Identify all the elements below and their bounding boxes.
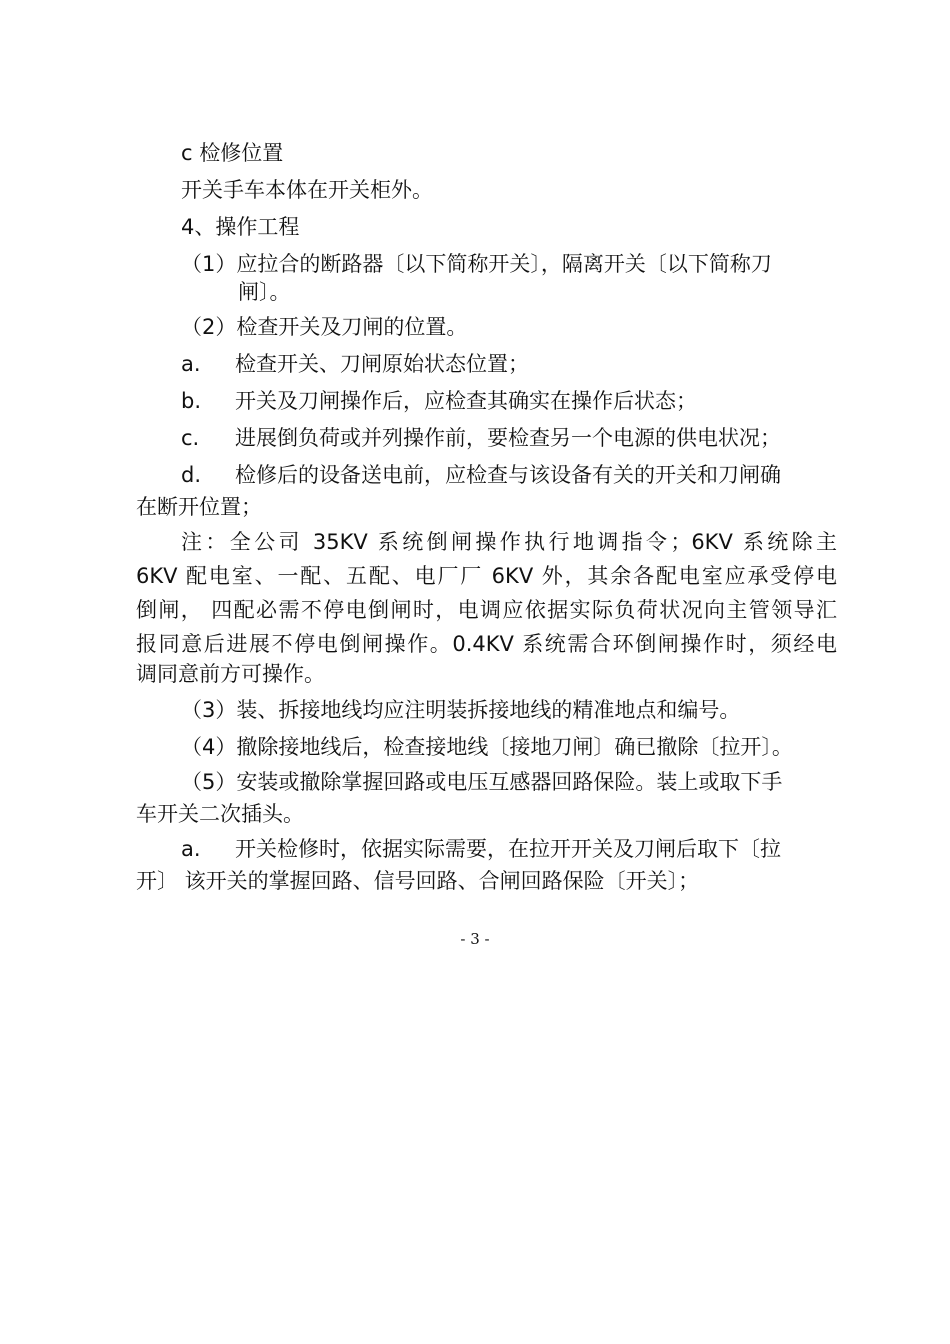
list-item-d-continuation: 在断开位置； bbox=[136, 495, 262, 519]
sublist-item-a-continuation: 开〕 该开关的掌握回路、信号回路、合闸回路保险〔开关〕； bbox=[136, 869, 700, 893]
note-line-3: 倒闸， 四配必需不停电倒闸时，电调应依据实际负荷状况向主管领导汇 bbox=[136, 598, 837, 622]
list-text-c: 进展倒负荷或并列操作前，要检查另一个电源的供电状况； bbox=[235, 426, 781, 450]
list-text-a: 检查开关、刀闸原始状态位置； bbox=[235, 352, 529, 376]
list-item-b bbox=[181, 388, 697, 414]
list-item-d bbox=[181, 462, 781, 488]
list-marker-d: d. bbox=[181, 463, 202, 487]
section-c-heading: c 检修位置 bbox=[181, 141, 284, 165]
sublist-text-a: 开关检修时，依据实际需要，在拉开开关及刀闸后取下〔拉 bbox=[235, 837, 781, 861]
note-line-2: 6KV 配电室、一配、五配、电厂厂 6KV 外，其余各配电室应承受停电 bbox=[136, 564, 837, 588]
list-marker-c: c. bbox=[181, 426, 200, 450]
page-number: - 3 - bbox=[460, 930, 490, 948]
list-marker-b: b. bbox=[181, 389, 202, 413]
item-5-line-2: 车开关二次插头。 bbox=[136, 802, 304, 826]
list-item-c bbox=[181, 425, 781, 451]
section-c-body: 开关手车本体在开关柜外。 bbox=[181, 178, 433, 202]
item-1-line-1: （1）应拉合的断路器〔以下简称开关〕，隔离开关〔以下简称刀 bbox=[181, 252, 772, 276]
sublist-marker-a: a. bbox=[181, 837, 201, 861]
list-text-b: 开关及刀闸操作后，应检查其确实在操作后状态； bbox=[235, 389, 697, 413]
note-line-4: 报同意后进展不停电倒闸操作。0.4KV 系统需合环倒闸操作时，须经电 bbox=[136, 632, 837, 656]
item-5-line-1: （5）安装或撤除掌握回路或电压互感器回路保险。装上或取下手 bbox=[181, 770, 783, 794]
sublist-item-a bbox=[181, 836, 781, 862]
list-item-a bbox=[181, 351, 529, 377]
item-3: （3）装、拆接地线均应注明装拆接地线的精准地点和编号。 bbox=[181, 698, 741, 722]
list-text-d: 检修后的设备送电前，应检查与该设备有关的开关和刀闸确 bbox=[235, 463, 781, 487]
section-4-heading: 4、操作工程 bbox=[181, 215, 300, 239]
item-2: （2）检查开关及刀闸的位置。 bbox=[181, 315, 468, 339]
note-line-1: 注：全公司 35KV 系统倒闸操作执行地调指令；6KV 系统除主 bbox=[181, 530, 837, 554]
list-marker-a: a. bbox=[181, 352, 201, 376]
item-4: （4）撤除接地线后，检查接地线〔接地刀闸〕确已撤除〔拉开〕。 bbox=[181, 735, 793, 759]
item-1-line-2: 闸〕。 bbox=[238, 280, 291, 304]
note-line-5: 调同意前方可操作。 bbox=[136, 662, 325, 686]
